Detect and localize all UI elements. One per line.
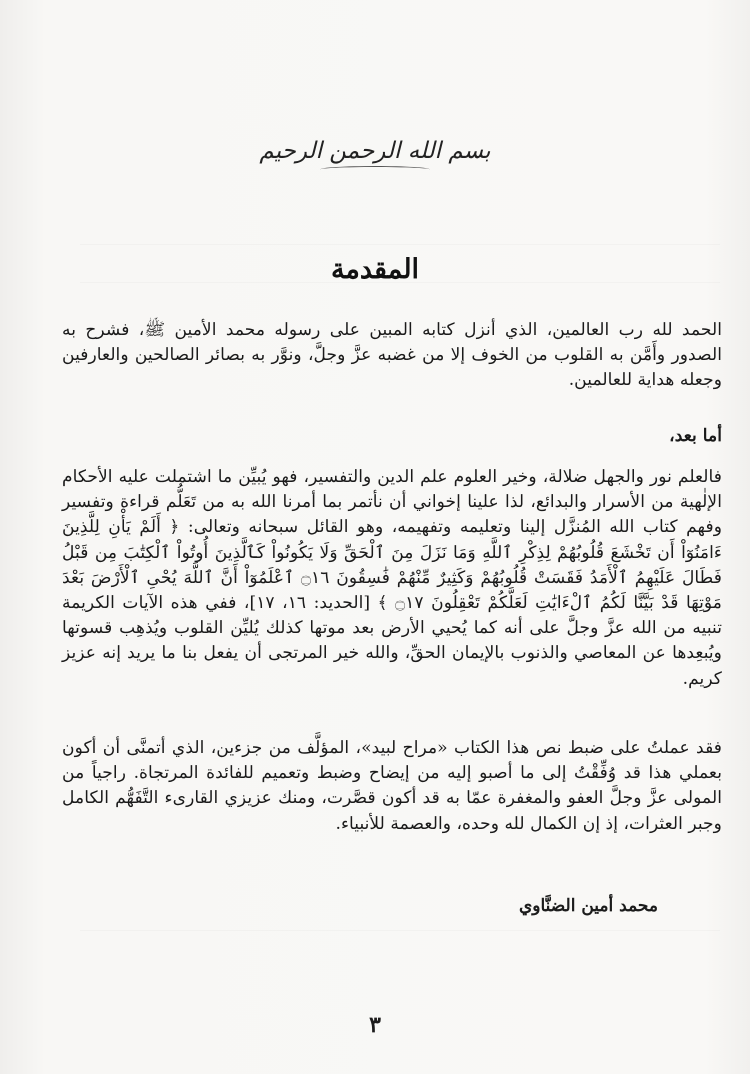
bleed-through-line — [80, 930, 720, 931]
page-title: المقدمة — [330, 254, 420, 285]
heading-text: أما بعد، — [669, 426, 722, 446]
paragraph-text: فقد عملتُ على ضبط نص هذا الكتاب «مراح لبيد»، المؤلَّف من جزءين، الذي أتمنَّى أن أكون بعملي هذا قد وُفِّقْتُ إلى ما أصبو إليه من إيضاح وضبط وتعميم للفائدة المرتجاة. راجياً من المولى عزَّ وجلَّ العفو والمغفرة عمّا به قد أكون قصَّرت، ومنك عزيزي القارىء التَّفَهُّم الكامل وجبر العثرات، إذ إن الكمال لله وحده، والعصمة للأنبياء. — [62, 738, 722, 834]
section-heading-amma-bad — [62, 424, 722, 449]
paragraph-text: فالعلم نور والجهل ضلالة، وخير العلوم علم الدين والتفسير، فهو يُبيِّن ما اشتملت عليه الأحكام الإلٰهية من الأسرار والبدائع، لذا علينا إخواني أن نأتمر بما أمرنا الله به من تَعَلُّم قراءة وتفسير وفهم كتاب الله المُنزَّل إلينا وتعليمه وتفهيمه، وهو القائل سبحانه وتعالى: ﴿ أَلَمْ يَأْنِ لِلَّذِينَ ءَامَنُوٓاْ أَن تَخْشَعَ قُلُوبُهُمْ لِذِكْرِ ٱللَّهِ وَمَا نَزَلَ مِنَ ٱلْحَقِّ وَلَا يَكُونُواْ كَٱلَّذِينَ أُوتُواْ ٱلْكِتَٰبَ مِن قَبْلُ فَطَالَ عَلَيْهِمُ ٱلْأَمَدُ فَقَسَتْ قُلُوبُهُمْ وَكَثِيرٌ مِّنْهُمْ فَٰسِقُونَ ۝١٦ ٱعْلَمُوٓاْ أَنَّ ٱللَّهَ يُحْىِ ٱلْأَرْضَ بَعْدَ مَوْتِهَا قَدْ بَيَّنَّا لَكُمُ ٱلْءَايَٰتِ لَعَلَّكُمْ تَعْقِلُونَ ۝١٧ ﴾ [الحديد: ١٦، ١٧]، ففي هذه الآيات الكريمة تنبيه من الله عزَّ وجلَّ على أنه كما يُحيي الأرض بعد موتها كذلك يُليِّن القلوب ويُذهِب قسوتها ويُبعِدها عن المعاصي والذنوب بالإيمان الحقِّ، والله خير المرتجى أن يفعل بنا ما يريد إنه عزيز كريم. — [62, 467, 722, 689]
basmala-ornament — [320, 166, 430, 173]
basmala-calligraphy — [0, 138, 750, 173]
paragraph-text: الحمد لله رب العالمين، الذي أنزل كتابه المبين على رسوله محمد الأمين ﷺ، فشرح به الصدور وأَمَّن به القلوب من الخوف إلا من غضبه عزَّ وجلَّ، ونوَّر به بصائر الصالحين والعارفين وجعله هداية للعالمين. — [62, 320, 722, 391]
paragraph-editor-note — [62, 736, 722, 837]
author-signature: محمد أمين الضنَّاوي — [518, 896, 658, 916]
bleed-through-line — [80, 244, 720, 245]
paragraph-opening — [62, 318, 722, 394]
paragraph-quran-quote — [62, 465, 722, 692]
basmala-text: بسم الله الرحمن الرحيم — [259, 138, 491, 164]
page-number: ٣ — [369, 1012, 381, 1038]
